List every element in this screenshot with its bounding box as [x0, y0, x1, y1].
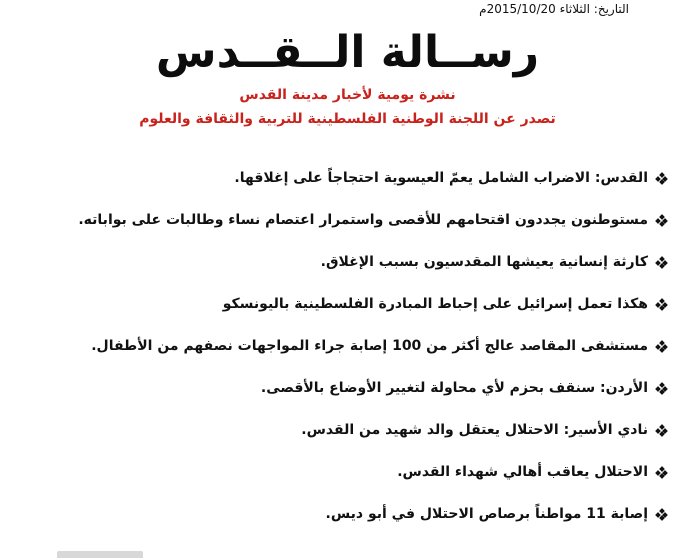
masthead-issuer: تصدر عن اللجنة الوطنية الفلسطينية للتربية والثقافة والعلوم [139, 111, 556, 127]
news-list [0, 167, 695, 525]
news-item [10, 251, 667, 273]
news-item-text: مستشفى المقاصد عالج أكثر من 100 إصابة جراء المواجهات نصفهم من الأطفال. [91, 338, 648, 354]
news-item-text: مستوطنون يجددون اقتحامهم للأقصى واستمرار اعتصام نساء وطالبات على بواباته. [78, 212, 648, 228]
news-item [10, 293, 667, 315]
four-diamond-bullet-icon [656, 173, 667, 184]
news-item [10, 377, 667, 399]
news-item-text: نادي الأسير: الاحتلال يعتقل والد شهيد من القدس. [301, 422, 648, 438]
news-item [10, 503, 667, 525]
four-diamond-bullet-icon [656, 383, 667, 394]
news-item [10, 461, 667, 483]
news-item [10, 335, 667, 357]
news-item [10, 167, 667, 189]
news-item-text: إصابة 11 مواطناً برصاص الاحتلال في أبو ديس. [325, 506, 648, 522]
four-diamond-bullet-icon [656, 257, 667, 268]
four-diamond-bullet-icon [656, 299, 667, 310]
news-item-text: الاحتلال يعاقب أهالي شهداء القدس. [397, 464, 648, 480]
page-bottom-artifact [57, 551, 143, 558]
news-item [10, 209, 667, 231]
news-item-text: القدس: الاضراب الشامل يعمّ العيسوية احتجاجاً على إغلاقها. [234, 170, 648, 186]
masthead [0, 0, 695, 129]
four-diamond-bullet-icon [656, 509, 667, 520]
date-line: التاريخ: الثلاثاء 2015/10/20م [479, 2, 629, 16]
news-item [10, 419, 667, 441]
page-title: رســالة الــقــدس [155, 27, 540, 78]
masthead-subtitle: نشرة يومية لأخبار مدينة القدس [239, 87, 456, 103]
news-item-text: الأردن: سنقف بحزم لأي محاولة لتغيير الأوضاع بالأقصى. [260, 380, 648, 396]
four-diamond-bullet-icon [656, 467, 667, 478]
four-diamond-bullet-icon [656, 341, 667, 352]
news-item-text: هكذا تعمل إسرائيل على إحباط المبادرة الفلسطينية باليونسكو [222, 296, 648, 312]
four-diamond-bullet-icon [656, 425, 667, 436]
four-diamond-bullet-icon [656, 215, 667, 226]
news-item-text: كارثة إنسانية يعيشها المقدسيون بسبب الإغلاق. [320, 254, 648, 270]
